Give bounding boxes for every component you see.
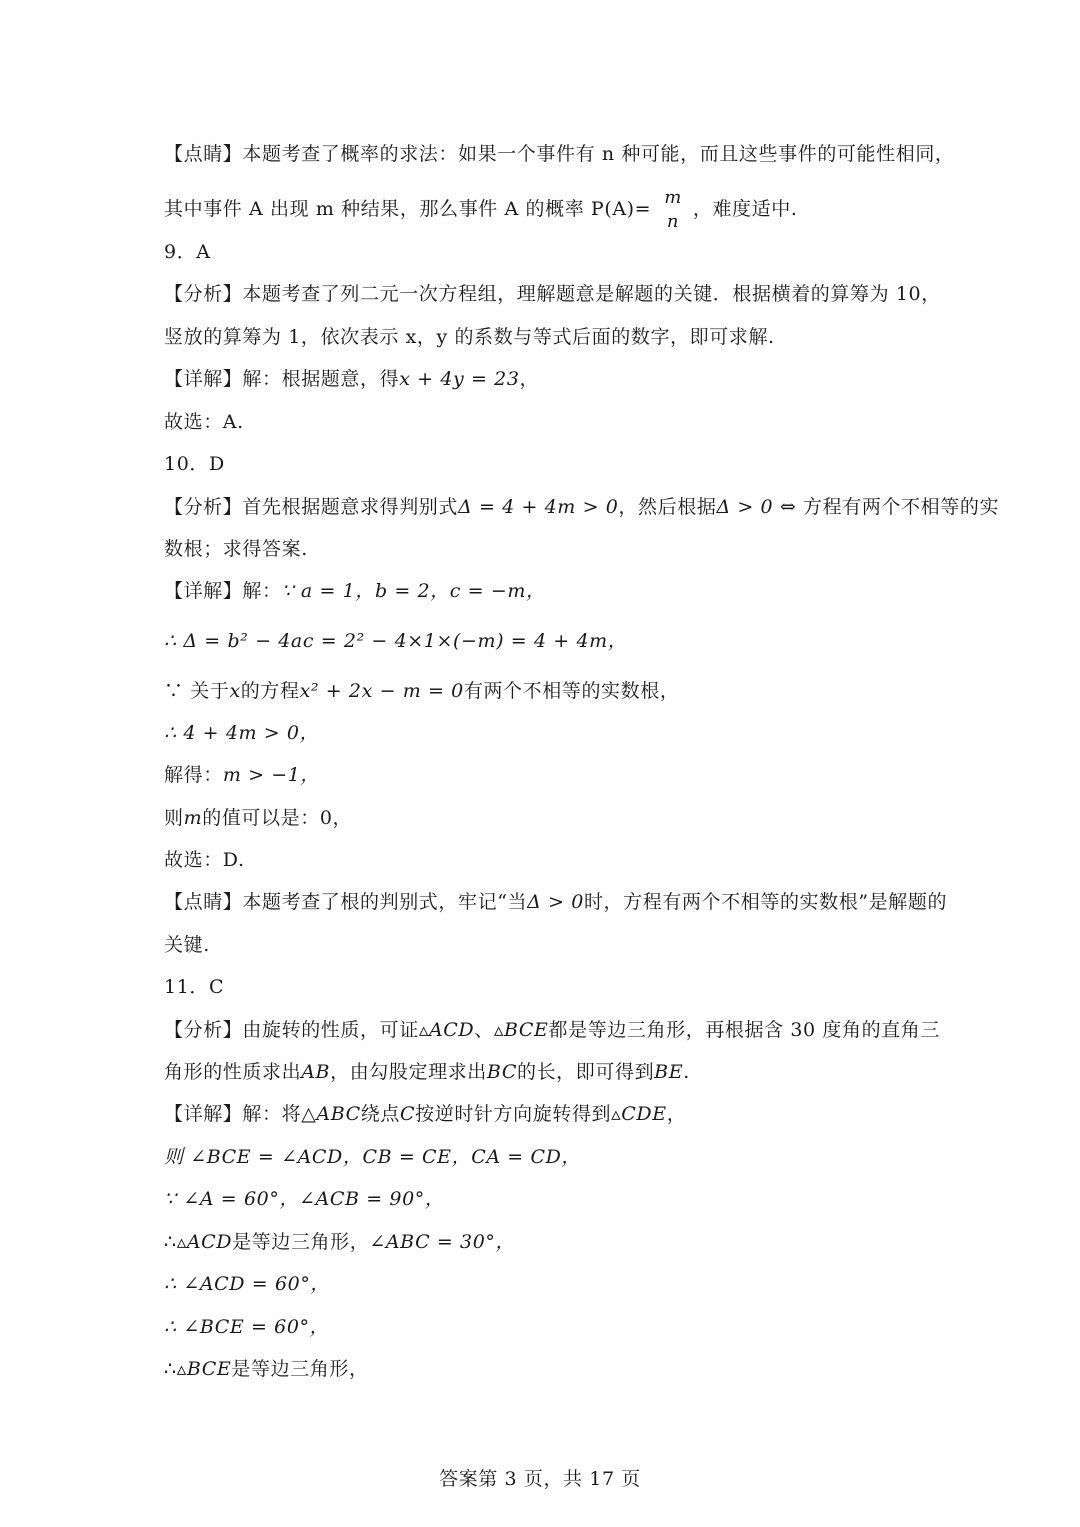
detail-11-equilateral-acd: ∴▵ACD是等边三角形，∠ABC = 30°，: [164, 1231, 516, 1253]
analysis-9-line-1: 【分析】本题考查了列二元一次方程组，理解题意是解题的关键．根据横着的算筹为 10，: [164, 283, 941, 305]
detail-10-discriminant: ∴ Δ = b² − 4ac = 2² − 4×1×(−m) = 4 + 4m，: [164, 630, 628, 652]
analysis-9-line-2: 竖放的算筹为 1，依次表示 x，y 的系数与等式后面的数字，即可求解.: [164, 326, 775, 348]
analysis-10-line-1: 【分析】首先根据题意求得判别式Δ = 4 + 4m > 0，然后根据Δ > 0 ⇔ 方程有两个不相等的实: [164, 496, 1000, 518]
detail-9-equation: 【详解】解：根据题意，得x + 4y = 23，: [164, 368, 540, 390]
choice-9: 故选：A.: [164, 411, 244, 433]
detail-11-equal-parts: 则 ∠BCE = ∠ACD，CB = CE，CA = CD，: [164, 1146, 582, 1168]
analysis-10-line-2: 数根；求得答案.: [164, 538, 308, 560]
detail-10-equation-condition: ∵ 关于x的方程x² + 2x − m = 0有两个不相等的实数根，: [164, 680, 680, 702]
analysis-11-line-2: 角形的性质求出AB，由勾股定理求出BC的长，即可得到BE.: [164, 1061, 690, 1083]
detail-10-coefficients: 【详解】解：∵ a = 1，b = 2，c = −m，: [164, 580, 546, 602]
answer-9-heading: 9．A: [164, 241, 211, 263]
detail-10-solution: 解得：m > −1，: [164, 764, 321, 786]
detail-11-angle-bce: ∴ ∠BCE = 60°，: [164, 1316, 330, 1338]
answer-10-heading: 10．D: [164, 453, 225, 475]
detail-11-rotation: 【详解】解：将△ABC绕点C按逆时针方向旋转得到▵CDE，: [164, 1103, 687, 1125]
choice-10: 故选：D.: [164, 849, 245, 871]
note-probability-line-1: 【点睛】本题考查了概率的求法：如果一个事件有 n 种可能，而且这些事件的可能性相同，: [164, 143, 955, 165]
analysis-11-line-1: 【分析】由旋转的性质，可证▵ACD、▵BCE都是等边三角形，再根据含 30 度角的直角三: [164, 1019, 940, 1041]
note-10-line-2: 关键.: [164, 934, 210, 956]
detail-10-value: 则m的值可以是：0，: [164, 807, 353, 829]
page-footer: 答案第 3 页，共 17 页: [439, 1468, 641, 1490]
probability-fraction: m n: [664, 187, 682, 232]
detail-11-angle-acd: ∴ ∠ACD = 60°，: [164, 1273, 331, 1295]
note-10-line-1: 【点睛】本题考查了根的判别式，牢记“当Δ > 0时，方程有两个不相等的实数根”是解题的: [164, 891, 948, 913]
detail-11-equilateral-bce: ∴▵BCE是等边三角形，: [164, 1358, 369, 1380]
answer-11-heading: 11．C: [164, 976, 225, 998]
detail-10-inequality: ∴ 4 + 4m > 0，: [164, 722, 320, 744]
note-probability-line-2: 其中事件 A 出现 m 种结果，那么事件 A 的概率 P(A)= m n ，难度适中.: [164, 187, 798, 232]
detail-11-given-angles: ∵ ∠A = 60°，∠ACB = 90°，: [164, 1188, 445, 1210]
